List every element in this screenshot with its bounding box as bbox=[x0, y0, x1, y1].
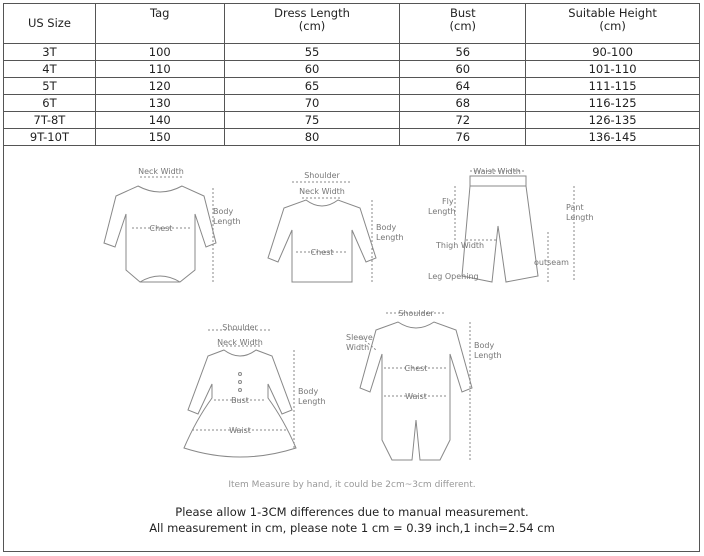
bodysuit-length-label: Length bbox=[213, 217, 241, 226]
table-cell: 7T-8T bbox=[4, 112, 96, 129]
romper-diagram bbox=[346, 309, 502, 460]
table-cell: 5T bbox=[4, 78, 96, 95]
table-cell: 80 bbox=[224, 129, 400, 146]
dress-shoulder-label: Shoulder bbox=[222, 323, 258, 332]
table-cell: 60 bbox=[224, 61, 400, 78]
table-cell: 60 bbox=[400, 61, 526, 78]
dress-length-label: Length bbox=[298, 397, 326, 406]
table-cell: 140 bbox=[95, 112, 224, 129]
table-cell: 111-115 bbox=[526, 78, 700, 95]
table-cell: 68 bbox=[400, 95, 526, 112]
allowance-note: Please allow 1-3CM differences due to manual measurement. bbox=[175, 505, 529, 519]
column-header-label: Tag bbox=[150, 6, 170, 20]
romper-body-label: Body bbox=[474, 341, 495, 350]
pants-leg-label: Leg Opening bbox=[428, 272, 479, 281]
table-cell: 126-135 bbox=[526, 112, 700, 129]
measure-note: Item Measure by hand, it could be 2cm~3cm different. bbox=[228, 480, 476, 490]
bodysuit-diagram bbox=[104, 167, 241, 282]
top-body-label: Body bbox=[376, 223, 397, 232]
table-cell: 150 bbox=[95, 129, 224, 146]
table-cell: 120 bbox=[95, 78, 224, 95]
dress-diagram bbox=[184, 323, 326, 457]
table-cell: 110 bbox=[95, 61, 224, 78]
romper-shoulder-label: Shoulder bbox=[398, 309, 434, 318]
table-cell: 76 bbox=[400, 129, 526, 146]
romper-chest-label: Chest bbox=[404, 364, 428, 373]
romper-waist-label: Waist bbox=[405, 392, 427, 401]
table-cell: 101-110 bbox=[526, 61, 700, 78]
column-header-unit: (cm) bbox=[298, 19, 326, 33]
bodysuit-body-label: Body bbox=[213, 207, 234, 216]
pants-diagram bbox=[428, 167, 594, 282]
table-cell: 6T bbox=[4, 95, 96, 112]
table-cell: 130 bbox=[95, 95, 224, 112]
table-cell: 65 bbox=[224, 78, 400, 95]
table-cell: 75 bbox=[224, 112, 400, 129]
dress-waist-label: Waist bbox=[229, 426, 251, 435]
table-cell: 56 bbox=[400, 44, 526, 61]
column-header-label: Dress Length bbox=[274, 6, 350, 20]
romper-length-label: Length bbox=[474, 351, 502, 360]
romper-sleeve-label: Sleeve bbox=[346, 333, 373, 342]
top-chest-label: Chest bbox=[310, 248, 334, 257]
table-cell: 64 bbox=[400, 78, 526, 95]
pants-fly-length-label: Length bbox=[428, 207, 456, 216]
romper-sleeve-width-label: Width bbox=[346, 343, 370, 352]
table-cell: 90-100 bbox=[526, 44, 700, 61]
column-header-label: US Size bbox=[27, 16, 71, 30]
table-cell: 9T-10T bbox=[4, 129, 96, 146]
table-cell: 4T bbox=[4, 61, 96, 78]
top-shoulder-label: Shoulder bbox=[304, 171, 340, 180]
table-cell: 116-125 bbox=[526, 95, 700, 112]
pants-length-label: Length bbox=[566, 213, 594, 222]
pants-outseam-label: outseam bbox=[534, 258, 569, 267]
column-header-unit: (cm) bbox=[449, 19, 477, 33]
pants-pant-label: Pant bbox=[566, 203, 584, 212]
column-header-label: Bust bbox=[449, 6, 476, 20]
column-header-label: Suitable Height bbox=[568, 6, 657, 20]
pants-thigh-label: Thigh Width bbox=[436, 241, 485, 250]
table-cell: 70 bbox=[224, 95, 400, 112]
pants-waist-label: Waist Width bbox=[473, 167, 521, 176]
top-length-label: Length bbox=[376, 233, 404, 242]
top-diagram bbox=[268, 171, 404, 282]
bodysuit-chest-label: Chest bbox=[149, 224, 173, 233]
dress-bust-label: Bust bbox=[231, 396, 249, 405]
pants-fly-label: Fly bbox=[442, 197, 454, 206]
table-cell: 55 bbox=[224, 44, 400, 61]
dress-neck-label: Neck Width bbox=[217, 338, 263, 347]
table-cell: 100 bbox=[95, 44, 224, 61]
dress-body-label: Body bbox=[298, 387, 319, 396]
column-header-unit: (cm) bbox=[599, 19, 626, 33]
conversion-note: All measurement in cm, please note 1 cm = 0.39 inch,1 inch=2.54 cm bbox=[149, 521, 555, 535]
table-cell: 136-145 bbox=[526, 129, 700, 146]
top-neck-label: Neck Width bbox=[299, 187, 345, 196]
table-cell: 3T bbox=[4, 44, 96, 61]
table-cell: 72 bbox=[400, 112, 526, 129]
bodysuit-neck-label: Neck Width bbox=[138, 167, 184, 176]
